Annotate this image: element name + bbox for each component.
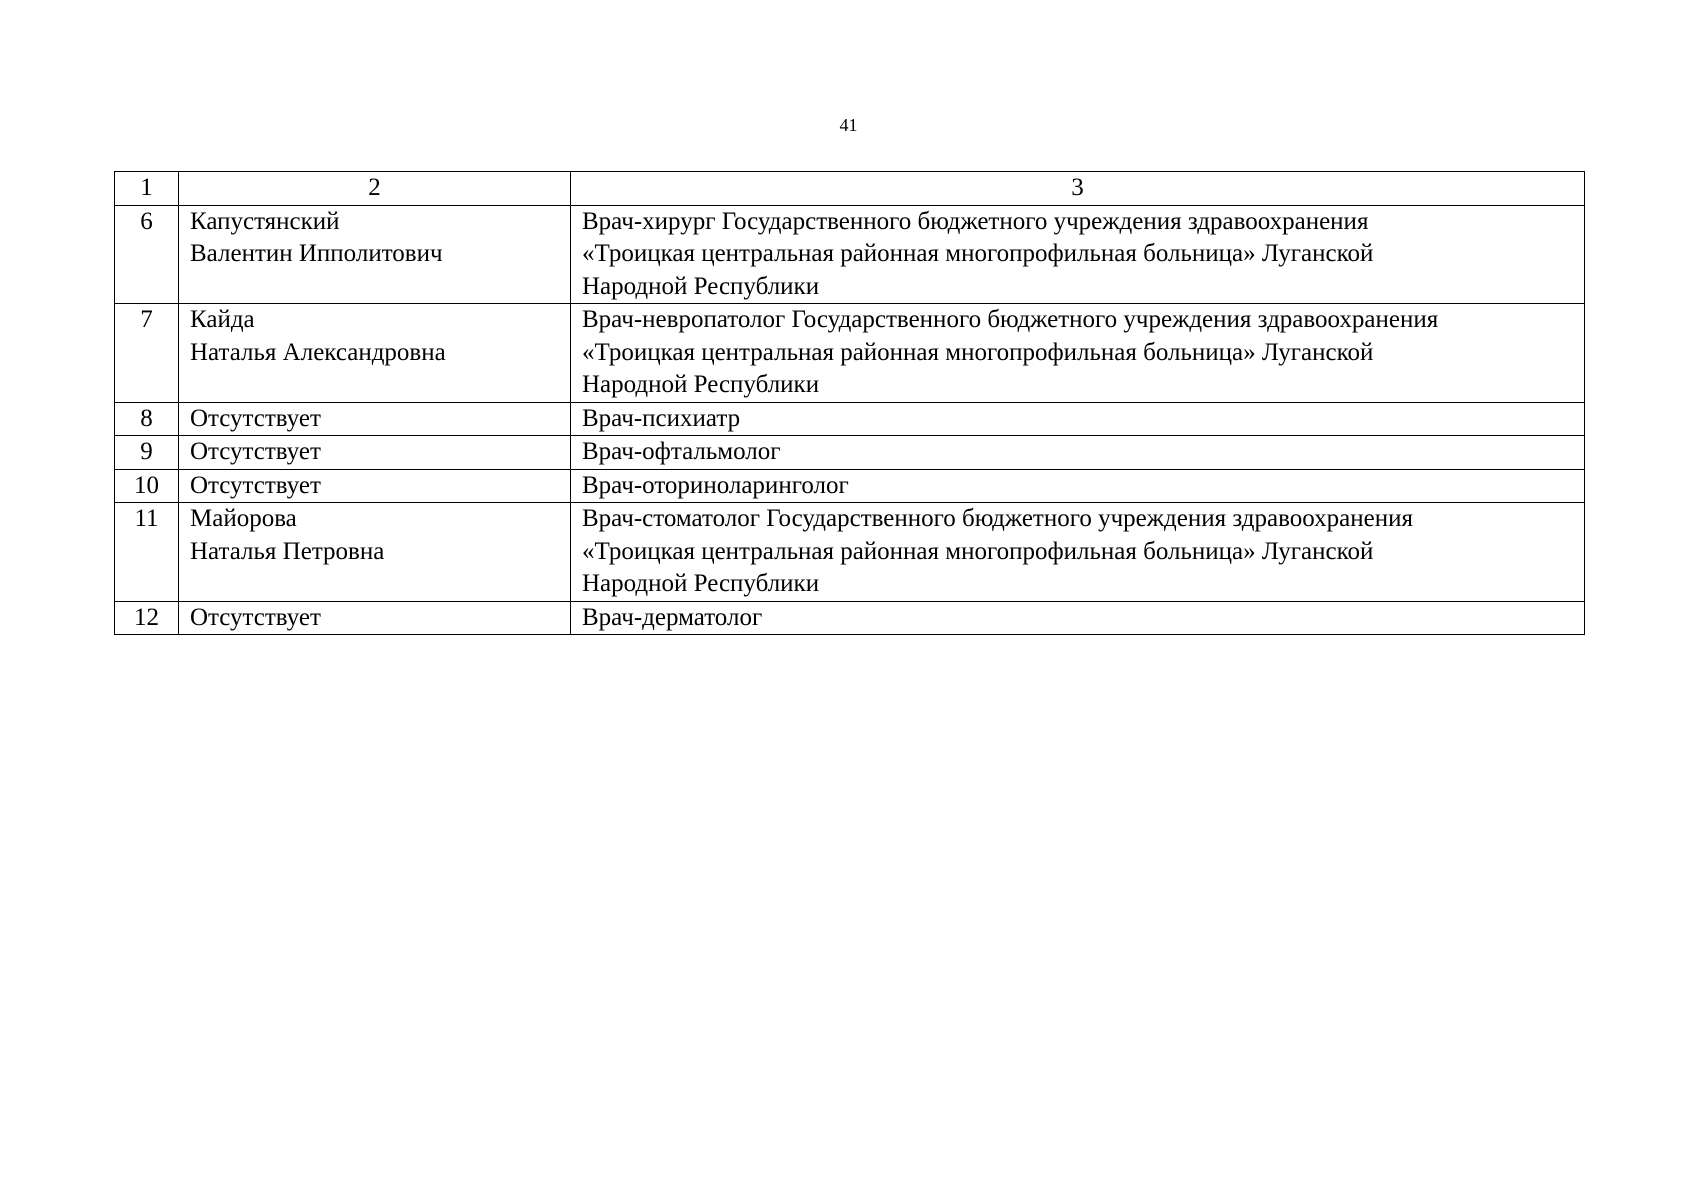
row-number: 11 xyxy=(115,503,179,602)
person-name: Кайда Наталья Александровна xyxy=(179,304,571,403)
table-row xyxy=(115,436,1585,470)
position-description: Врач-стоматолог Государственного бюджетного учреждения здравоохранения «Троицкая центральная районная многопрофильная больница» Луганской Народной Республики xyxy=(571,503,1585,602)
table-row xyxy=(115,469,1585,503)
person-name: Отсутствует xyxy=(179,402,571,436)
position-description: Врач-дерматолог xyxy=(571,601,1585,635)
position-description: Врач-невропатолог Государственного бюджетного учреждения здравоохранения «Троицкая центральная районная многопрофильная больница» Луганской Народной Республики xyxy=(571,304,1585,403)
column-number-3: 3 xyxy=(571,172,1585,206)
person-name: Капустянский Валентин Ипполитович xyxy=(179,205,571,304)
position-description: Врач-офтальмолог xyxy=(571,436,1585,470)
position-description: Врач-психиатр xyxy=(571,402,1585,436)
person-name: Отсутствует xyxy=(179,436,571,470)
staff-table xyxy=(114,171,1585,635)
page-number: 41 xyxy=(839,115,858,135)
column-number-2: 2 xyxy=(179,172,571,206)
column-number-1: 1 xyxy=(115,172,179,206)
row-number: 9 xyxy=(115,436,179,470)
person-name: Майорова Наталья Петровна xyxy=(179,503,571,602)
row-number: 6 xyxy=(115,205,179,304)
person-name: Отсутствует xyxy=(179,601,571,635)
row-number: 10 xyxy=(115,469,179,503)
position-description: Врач-оториноларинголог xyxy=(571,469,1585,503)
position-description: Врач-хирург Государственного бюджетного учреждения здравоохранения «Троицкая центральная районная многопрофильная больница» Луганской Народной Республики xyxy=(571,205,1585,304)
table-row xyxy=(115,601,1585,635)
table-row xyxy=(115,402,1585,436)
table-row xyxy=(115,205,1585,304)
person-name: Отсутствует xyxy=(179,469,571,503)
table-row xyxy=(115,503,1585,602)
row-number: 7 xyxy=(115,304,179,403)
table-row xyxy=(115,304,1585,403)
row-number: 12 xyxy=(115,601,179,635)
row-number: 8 xyxy=(115,402,179,436)
table-header-row xyxy=(115,172,1585,206)
